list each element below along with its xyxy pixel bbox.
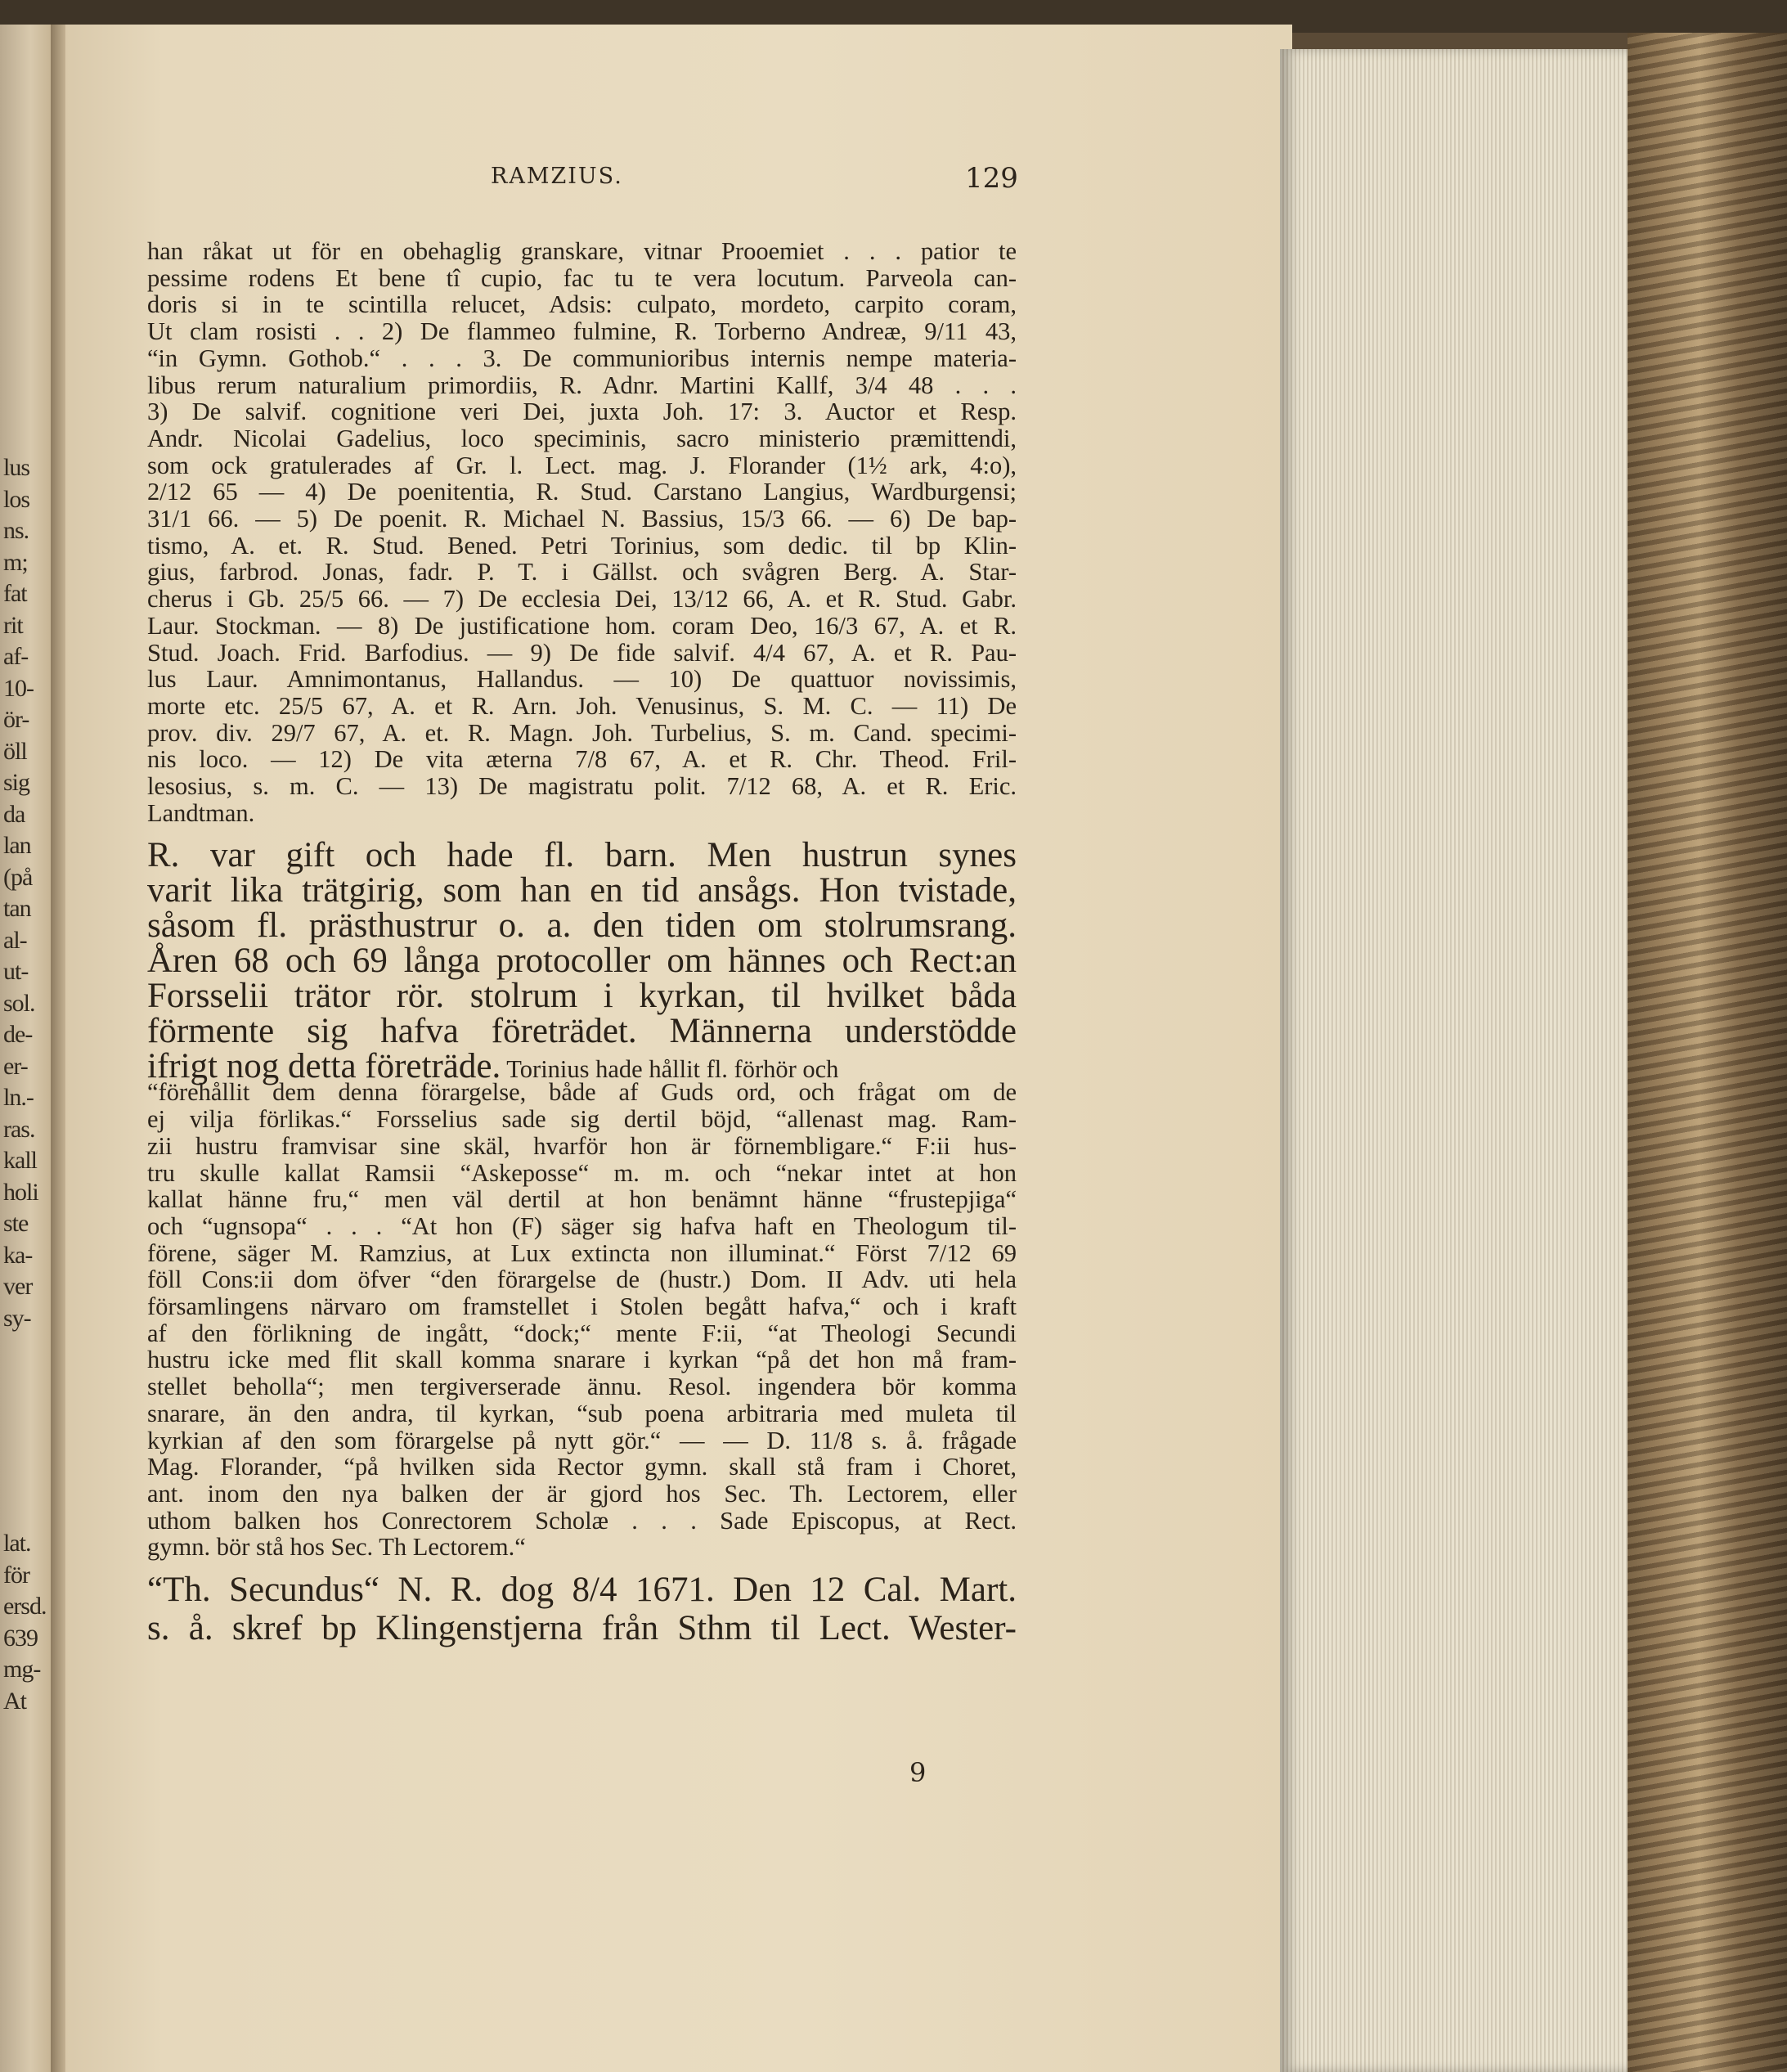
previous-page-fragment: m; bbox=[3, 548, 28, 576]
text-line: Landtman. bbox=[147, 798, 255, 827]
text-line: tru skulle kallat Ramsii “Askeposse“ m. m. och “nekar intet at hon bbox=[147, 1158, 1017, 1187]
text-line: doris si in te scintilla relucet, Adsis: culpato, mordeto, carpito coram, bbox=[147, 290, 1017, 319]
text-line: ej vilja förlikas.“ Forsselius sade sig dertil böjd, “allenast mag. Ram- bbox=[147, 1105, 1017, 1134]
previous-page-fragment: 10- bbox=[3, 674, 34, 702]
previous-page-fragment: de- bbox=[3, 1021, 33, 1048]
text-line: zii hustru framvisar sine skäl, hvarför hon är förnembligare.“ F:ii hus- bbox=[147, 1131, 1017, 1160]
text-line: förene, säger M. Ramzius, at Lux extincta non illuminat.“ Först 7/12 69 bbox=[147, 1238, 1017, 1267]
previous-page-fragment: kall bbox=[3, 1147, 37, 1174]
text-line: s. å. skref bp Klingenstjerna från Sthm til Lect. Wester- bbox=[147, 1609, 1017, 1647]
text-line: Ut clam rosisti . . 2) De flammeo fulmine, R. Torberno Andreæ, 9/11 43, bbox=[147, 317, 1017, 346]
previous-page-fragment: da bbox=[3, 800, 25, 828]
previous-page-fragment: los bbox=[3, 485, 30, 513]
text-line: Forsselii trätor rör. stolrum i kyrkan, til hvilket båda bbox=[147, 977, 1017, 1016]
book-cover-edge bbox=[1628, 33, 1787, 2072]
previous-page-fragment: ns. bbox=[3, 517, 29, 544]
text-line: gymn. bör stå hos Sec. Th Lectorem.“ bbox=[147, 1533, 526, 1562]
previous-page-fragment: ut- bbox=[3, 958, 29, 985]
text-line: prov. div. 29/7 67, A. et. R. Magn. Joh. Turbelius, S. m. Cand. specimi- bbox=[147, 718, 1017, 747]
previous-page-fragment: mg- bbox=[3, 1656, 41, 1683]
text-line: tismo, A. et. R. Stud. Bened. Petri Torinius, som dedic. til bp Klin- bbox=[147, 531, 1017, 560]
text-line: pessime rodens Et bene tî cupio, fac tu te vera locutum. Parveola can- bbox=[147, 263, 1017, 292]
previous-page-fragment: ras. bbox=[3, 1115, 35, 1143]
previous-page-fragment: rit bbox=[3, 611, 23, 639]
text-small-part: Torinius hade hållit fl. förhör och bbox=[501, 1055, 839, 1084]
previous-page-fragment: lan bbox=[3, 832, 31, 859]
text-line: cherus i Gb. 25/5 66. — 7) De ecclesia Dei, 13/12 66, A. et R. Stud. Gabr. bbox=[147, 585, 1017, 614]
text-line: kyrkian af den som förargelse på nytt gör.“ — — D. 11/8 s. å. frågade bbox=[147, 1426, 1017, 1454]
previous-page-fragment: holi bbox=[3, 1178, 38, 1206]
previous-page-fragment: sig bbox=[3, 769, 30, 796]
previous-page-fragment: öll bbox=[3, 737, 27, 765]
previous-page-fragment: för bbox=[3, 1561, 29, 1589]
text-line: Mag. Florander, “på hvilken sida Rector gymn. skall stå fram i Choret, bbox=[147, 1453, 1017, 1481]
text-line: föll Cons:ii dom öfver “den förargelse de (hustr.) Dom. II Adv. uti hela bbox=[147, 1265, 1017, 1294]
text-line: nis loco. — 12) De vita æterna 7/8 67, A. et R. Chr. Theod. Fril- bbox=[147, 745, 1017, 774]
text-line: 31/1 66. — 5) De poenit. R. Michael N. Bassius, 15/3 66. — 6) De bap- bbox=[147, 505, 1017, 533]
previous-page-fragment: ln.- bbox=[3, 1084, 34, 1111]
page-number: 129 bbox=[965, 162, 1018, 195]
previous-page-fragment: ver bbox=[3, 1273, 33, 1300]
text-line: “förehållit dem denna förargelse, både af Guds ord, och frågat om de bbox=[147, 1078, 1017, 1107]
previous-page-fragment: fat bbox=[3, 580, 27, 607]
previous-page-fragment: ersd. bbox=[3, 1593, 47, 1620]
text-line: församlingens närvaro om framstellet i Stolen begått hafva,“ och i kraft bbox=[147, 1292, 1017, 1320]
previous-page-fragment: af- bbox=[3, 643, 29, 670]
text-line: ant. inom den nya balken der är gjord hos Sec. Th. Lectorem, eller bbox=[147, 1479, 1017, 1508]
previous-page-fragment: tan bbox=[3, 895, 31, 922]
text-line: hustru icke med flit skall komma snarare i kyrkan “på det hon må fram- bbox=[147, 1346, 1017, 1374]
text-line: varit lika trätgirig, som han en tid ansågs. Hon tvistade, bbox=[147, 871, 1017, 910]
previous-page-fragment: ka- bbox=[3, 1241, 33, 1269]
text-line: Stud. Joach. Frid. Barfodius. — 9) De fide salvif. 4/4 67, A. et R. Pau- bbox=[147, 638, 1017, 667]
previous-page-fragment: ör- bbox=[3, 706, 29, 733]
text-line: snarare, än den andra, til kyrkan, “sub poena arbitraria med muleta til bbox=[147, 1399, 1017, 1427]
previous-page-fragment: ste bbox=[3, 1210, 29, 1237]
running-head: RAMZIUS. bbox=[491, 164, 623, 189]
previous-page-fragment: er- bbox=[3, 1052, 28, 1080]
text-line: lus Laur. Amnimontanus, Hallandus. — 10) De quattuor novissimis, bbox=[147, 665, 1017, 694]
text-line: 3) De salvif. cognitione veri Dei, juxta Joh. 17: 3. Auctor et Resp. bbox=[147, 398, 1017, 426]
text-line: såsom fl. prästhustrur o. a. den tiden om stolrumsrang. bbox=[147, 906, 1017, 946]
previous-page-edge bbox=[0, 25, 51, 2072]
text-line: Åren 68 och 69 långa protocoller om hännes och Rect:an bbox=[147, 942, 1017, 981]
text-line: som ock gratulerades af Gr. l. Lect. mag. J. Florander (1½ ark, 4:o), bbox=[147, 451, 1017, 479]
text-line: kallat hänne fru,“ men väl dertil at hon benämnt hänne “frustepjiga“ bbox=[147, 1185, 1017, 1214]
previous-page-fragment: 639 bbox=[3, 1624, 38, 1652]
previous-page-fragment: At bbox=[3, 1687, 26, 1715]
text-line: morte etc. 25/5 67, A. et R. Arn. Joh. Venusinus, S. M. C. — 11) De bbox=[147, 691, 1017, 720]
page-block-edges bbox=[1280, 49, 1632, 2072]
previous-page-fragment: lus bbox=[3, 454, 30, 481]
text-line: Laur. Stockman. — 8) De justificatione hom. coram Deo, 16/3 67, A. et R. bbox=[147, 611, 1017, 640]
previous-page-fragment: sol. bbox=[3, 989, 35, 1017]
text-line: stellet beholla“; men tergiverserade ännu. Resol. ingendera bör komma bbox=[147, 1373, 1017, 1401]
text-line: af den förlikning de ingått, “dock;“ mente F:ii, “at Theologi Secundi bbox=[147, 1319, 1017, 1347]
text-line: libus rerum naturalium primordiis, R. Adnr. Martini Kallf, 3/4 48 . . . bbox=[147, 371, 1017, 399]
text-large-part: ifrigt nog detta företräde. bbox=[147, 1047, 501, 1086]
text-line: han råkat ut för en obehaglig granskare, vitnar Prooemiet . . . patior te bbox=[147, 237, 1017, 265]
previous-page-fragment: lat. bbox=[3, 1530, 31, 1557]
text-line: gius, farbrod. Jonas, fadr. P. T. i Gällst. och svågren Berg. A. Star- bbox=[147, 558, 1017, 587]
text-line: uthom balken hos Conrectorem Scholæ . . . Sade Episcopus, at Rect. bbox=[147, 1506, 1017, 1535]
book-gutter bbox=[51, 25, 67, 2072]
text-line: R. var gift och hade fl. barn. Men hustrun synes bbox=[147, 836, 1017, 875]
previous-page-fragment: sy- bbox=[3, 1304, 31, 1332]
text-line: förmente sig hafva företrädet. Männerna understödde bbox=[147, 1012, 1017, 1051]
text-line: 2/12 65 — 4) De poenitentia, R. Stud. Carstano Langius, Wardburgensi; bbox=[147, 478, 1017, 506]
text-line: “in Gymn. Gothob.“ . . . 3. De communioribus internis nempe materia- bbox=[147, 344, 1017, 372]
text-line: Andr. Nicolai Gadelius, loco speciminis, sacro ministerio præmittendi, bbox=[147, 424, 1017, 452]
text-line: och “ugnsopa“ . . . “At hon (F) säger sig hafva haft en Theologum til- bbox=[147, 1211, 1017, 1240]
previous-page-fragment: (på bbox=[3, 863, 33, 891]
signature-mark: 9 bbox=[909, 1757, 927, 1788]
previous-page-fragment: al- bbox=[3, 926, 27, 954]
text-line: “Th. Secundus“ N. R. dog 8/4 1671. Den 12 Cal. Mart. bbox=[147, 1571, 1017, 1609]
text-line: lesosius, s. m. C. — 13) De magistratu polit. 7/12 68, A. et R. Eric. bbox=[147, 772, 1017, 800]
